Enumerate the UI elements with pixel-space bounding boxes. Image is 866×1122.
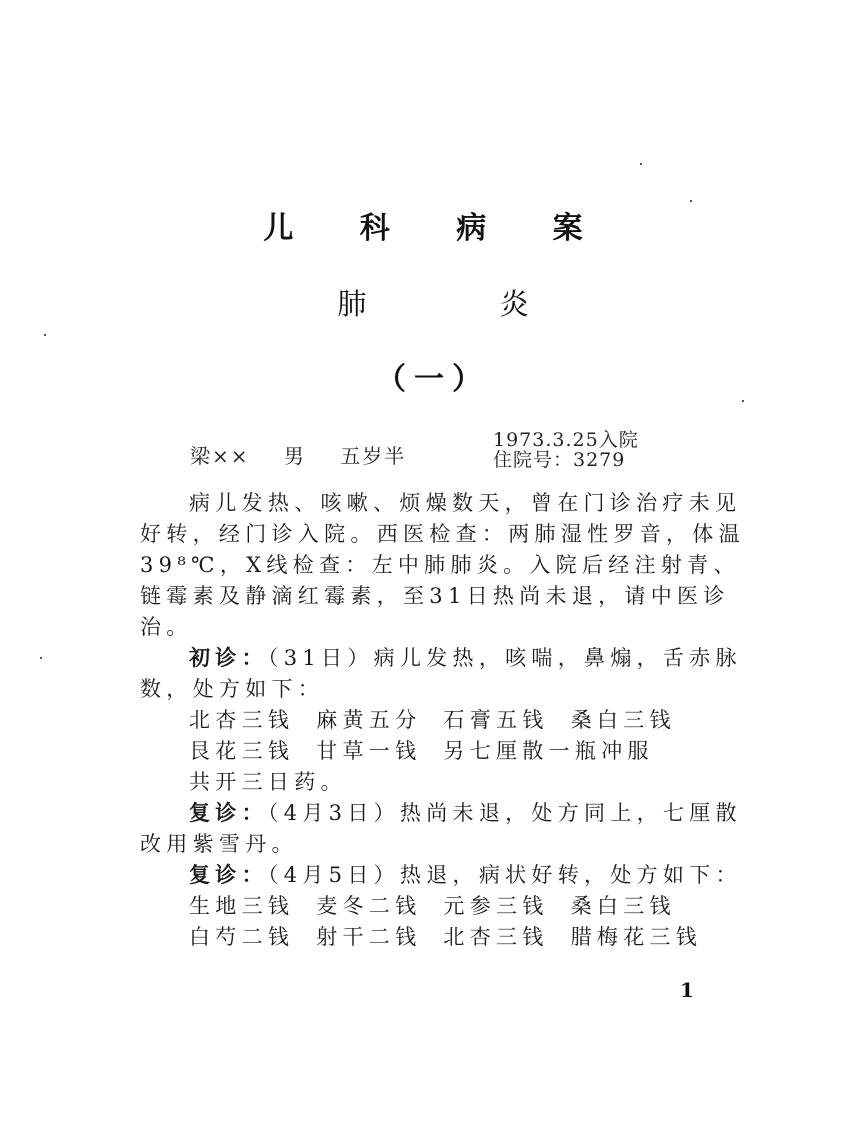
visit-2 [140, 798, 762, 860]
prescription-line [189, 922, 762, 953]
herb-item: 白芍二钱 [189, 925, 295, 949]
herb-item: 生地三钱 [189, 894, 295, 918]
prescription-line [189, 705, 762, 736]
herb-item: 北杏三钱 [443, 925, 549, 949]
visit-1 [140, 643, 762, 705]
herb-item: 另七厘散一瓶冲服 [443, 739, 654, 763]
herb-item: 石膏五钱 [443, 708, 549, 732]
patient-sex: 男 [283, 444, 306, 468]
scan-speck [44, 334, 46, 336]
prescription-note: 共开三日药。 [189, 770, 347, 794]
visit-text: （4月5日）热退，病状好转，处方如下： [267, 863, 742, 887]
prescription-line [189, 736, 762, 767]
herb-item: 腊梅花三钱 [570, 925, 703, 949]
admission-info [493, 430, 639, 470]
visit-label: 复诊： [189, 863, 268, 887]
case-body [140, 488, 762, 953]
herb-item: 桑白三钱 [570, 708, 676, 732]
patient-info [190, 440, 432, 469]
chapter-title: 儿 科 病 案 [263, 211, 611, 246]
herb-item: 甘草一钱 [316, 739, 422, 763]
visit-text: （31日）病儿发热，咳喘，鼻煽，舌赤脉数，处方如下： [140, 646, 742, 701]
section-title: 肺 炎 [337, 287, 591, 321]
page-number: 1 [680, 978, 694, 1002]
visit-3 [140, 860, 762, 891]
case-number: （一） [376, 362, 490, 397]
history-paragraph: 病儿发热、咳嗽、烦燥数天，曾在门诊治疗未见好转，经门诊入院。西医检查：两肺湿性罗音，体温39⁸℃，X线检查：左中肺肺炎。入院后经注射青、链霉素及静滴红霉素，至31日热尚未退，请中医诊治。 [140, 491, 745, 639]
herb-item: 艮花三钱 [189, 739, 295, 763]
prescription-line [189, 891, 762, 922]
visit-text: （4月3日）热尚未退，处方同上，七厘散改用紫雪丹。 [140, 801, 742, 856]
herb-item: 元参三钱 [443, 894, 549, 918]
herb-item: 桑白三钱 [570, 894, 676, 918]
scan-speck [690, 200, 692, 202]
admission-date: 1973.3.25入院 [493, 429, 639, 451]
visit-label: 初诊： [189, 646, 268, 670]
scan-speck [640, 163, 642, 165]
hospital-number: 住院号：3279 [493, 449, 626, 471]
prescription-1 [140, 705, 762, 798]
scan-speck [742, 400, 744, 402]
patient-age: 五岁半 [340, 444, 407, 468]
herb-item: 麻黄五分 [316, 708, 422, 732]
herb-item: 北杏三钱 [189, 708, 295, 732]
herb-item: 射干二钱 [316, 925, 422, 949]
prescription-3 [140, 891, 762, 953]
scan-speck [40, 657, 42, 659]
visit-label: 复诊： [189, 801, 268, 825]
herb-item: 麦冬二钱 [316, 894, 422, 918]
patient-name: 梁×× [190, 444, 250, 468]
